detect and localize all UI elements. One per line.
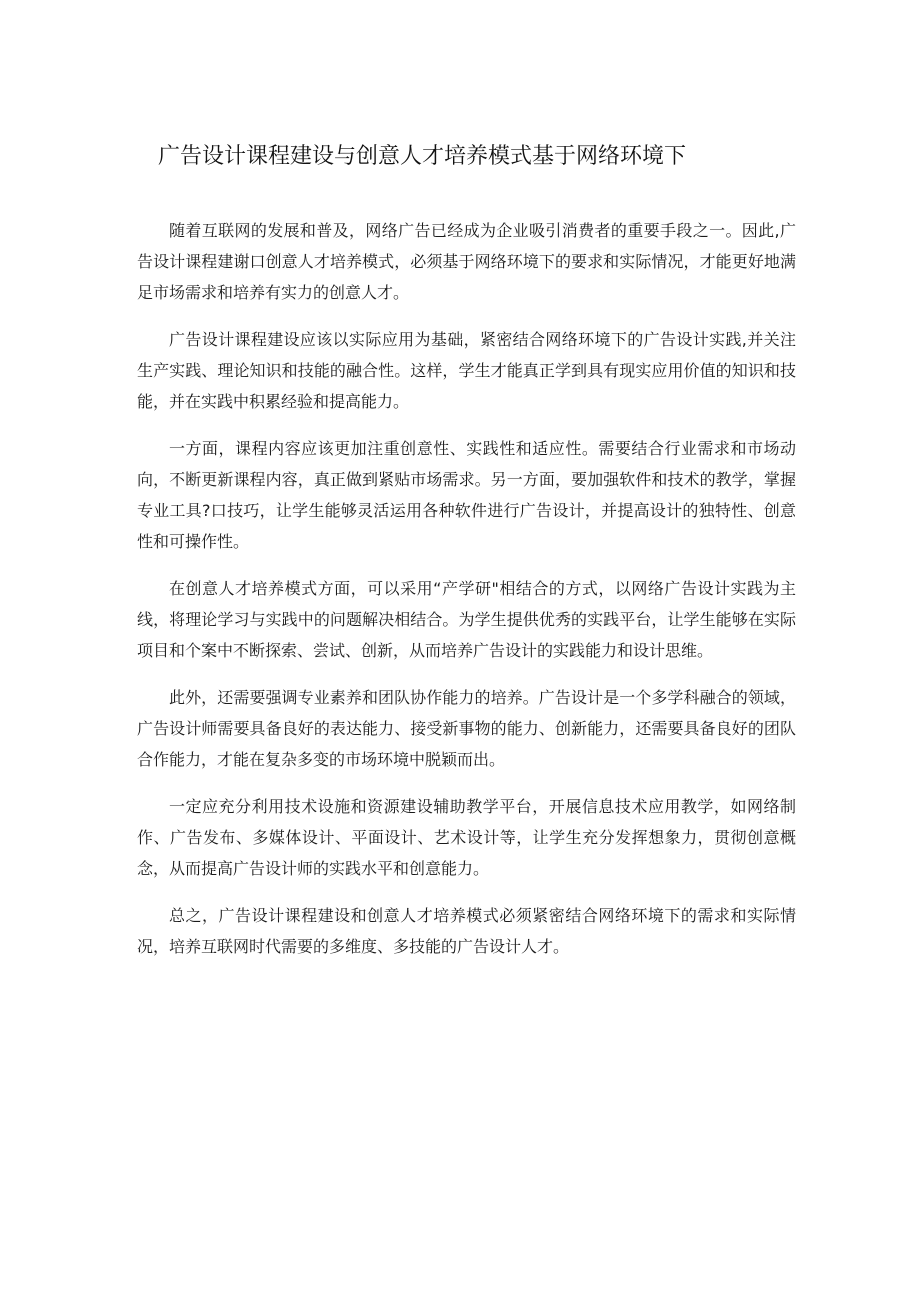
document-body [137,215,796,978]
paragraph: 广告设计课程建设应该以实际应用为基础，紧密结合网络环境下的广告设计实践,并关注生产实践、理论知识和技能的融合性。这样，学生才能真正学到具有现实应用价值的知识和技能，并在实践中积累经验和提高能力。 [137,330,796,411]
paragraph: 在创意人才培养模式方面，可以采用“产学研"相结合的方式，以网络广告设计实践为主线，将理论学习与实践中的问题解决相结合。为学生提供优秀的实践平台，让学生能够在实际项目和个案中不断探索、尝试、创新，从而培养广告设计的实践能力和设计思维。 [137,579,796,660]
paragraph: 一定应充分利用技术设施和资源建设辅助教学平台，开展信息技术应用教学，如网络制作、广告发布、多媒体设计、平面设计、艺术设计等，让学生充分发挥想象力，贯彻创意概念，从而提高广告设计师的实践水平和创意能力。 [137,797,796,878]
paragraph: 随着互联网的发展和普及，网络广告已经成为企业吸引消费者的重要手段之一。因此,广告设计课程建谢口创意人才培养模式，必须基于网络环境下的要求和实际情况，才能更好地满足市场需求和培养有实力的创意人才。 [137,221,796,302]
paragraph: 总之，广告设计课程建设和创意人才培养模式必须紧密结合网络环境下的需求和实际情况，培养互联网时代需要的多维度、多技能的广告设计人才。 [137,906,796,956]
document-title: 广告设计课程建设与创意人才培养模式基于网络环境下 [158,144,687,169]
paragraph: 一方面，课程内容应该更加注重创意性、实践性和适应性。需要结合行业需求和市场动向，不断更新课程内容，真正做到紧贴市场需求。另一方面，要加强软件和技术的教学，掌握专业工具?口技巧，让学生能够灵活运用各种软件进行广告设计，并提高设计的独特性、创意性和可操作性。 [137,439,796,551]
paragraph: 此外，还需要强调专业素养和团队协作能力的培养。广告设计是一个多学科融合的领域，广告设计师需要具备良好的表达能力、接受新事物的能力、创新能力，还需要具备良好的团队合作能力，才能在复杂多变的市场环境中脱颖而出。 [137,688,796,769]
